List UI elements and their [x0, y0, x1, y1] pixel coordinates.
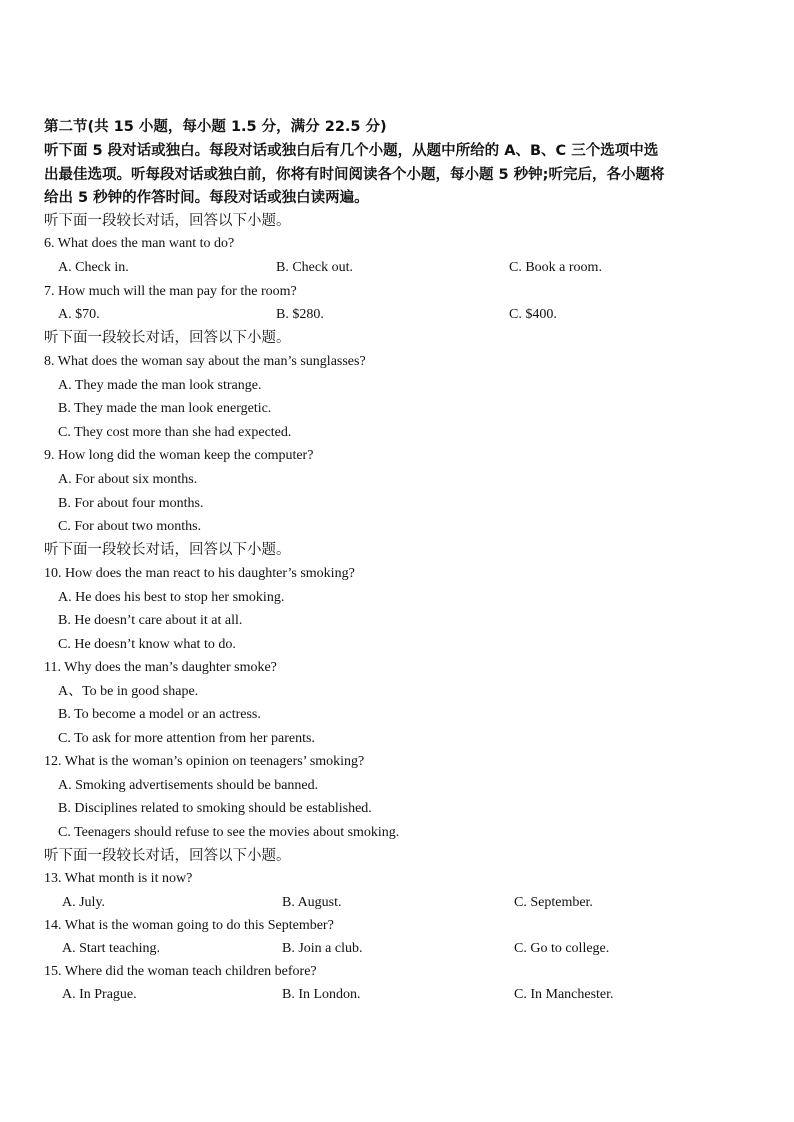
question-14: 14. What is the woman going to do this September?: [44, 918, 334, 933]
question-9-option-b: B. For about four months.: [58, 496, 204, 511]
question-7-option-b: B. $280.: [276, 307, 324, 322]
question-15-option-c: C. In Manchester.: [514, 987, 614, 1002]
question-9: 9. How long did the woman keep the computer?: [44, 448, 314, 463]
question-8-option-c: C. They cost more than she had expected.: [58, 425, 292, 440]
question-10-option-b: B. He doesn’t care about it at all.: [58, 613, 243, 628]
question-13-option-a: A. July.: [62, 895, 106, 910]
question-6-option-a: A. Check in.: [58, 260, 129, 275]
question-11: 11. Why does the man’s daughter smoke?: [44, 660, 277, 675]
question-9-option-c: C. For about two months.: [58, 519, 202, 534]
instruction-line-1: 听下面 5 段对话或独白。每段对话或独白后有几个小题，从题中所给的 A、B、C 三个选项中选: [44, 143, 659, 159]
question-10-option-a: A. He does his best to stop her smoking.: [58, 590, 285, 605]
question-13-option-b: B. August.: [282, 895, 342, 910]
instruction-line-3: 给出 5 秒钟的作答时间。每段对话或独白读两遍。: [44, 190, 369, 206]
question-6: 6. What does the man want to do?: [44, 236, 235, 251]
question-13-option-c: C. September.: [514, 895, 593, 910]
question-10-option-c: C. He doesn’t know what to do.: [58, 637, 236, 652]
section-heading: 第二节(共 15 小题，每小题 1.5 分，满分 22.5 分): [44, 119, 387, 135]
question-11-option-a: A、To be in good shape.: [58, 684, 199, 699]
question-10: 10. How does the man react to his daughter’s smoking?: [44, 566, 355, 581]
question-13: 13. What month is it now?: [44, 871, 193, 886]
question-8: 8. What does the woman say about the man’s sunglasses?: [44, 354, 366, 369]
question-14-option-c: C. Go to college.: [514, 941, 610, 956]
question-8-option-a: A. They made the man look strange.: [58, 378, 262, 393]
question-15: 15. Where did the woman teach children before?: [44, 964, 317, 979]
question-11-option-c: C. To ask for more attention from her parents.: [58, 731, 315, 746]
question-8-option-b: B. They made the man look energetic.: [58, 401, 272, 416]
question-15-option-b: B. In London.: [282, 987, 361, 1002]
question-15-option-a: A. In Prague.: [62, 987, 137, 1002]
question-6-option-b: B. Check out.: [276, 260, 353, 275]
question-7-option-c: C. $400.: [509, 307, 557, 322]
group-intro: 听下面一段较长对话，回答以下小题。: [44, 848, 291, 864]
question-14-option-a: A. Start teaching.: [62, 941, 160, 956]
question-12-option-b: B. Disciplines related to smoking should be established.: [58, 801, 372, 816]
question-6-option-c: C. Book a room.: [509, 260, 602, 275]
question-11-option-b: B. To become a model or an actress.: [58, 707, 261, 722]
question-7-option-a: A. $70.: [58, 307, 100, 322]
instruction-line-2: 出最佳选项。听每段对话或独白前，你将有时间阅读各个小题，每小题 5 秒钟;听完后，各小题将: [44, 167, 665, 183]
question-12: 12. What is the woman’s opinion on teenagers’ smoking?: [44, 754, 365, 769]
question-9-option-a: A. For about six months.: [58, 472, 198, 487]
question-12-option-a: A. Smoking advertisements should be banned.: [58, 778, 319, 793]
group-intro: 听下面一段较长对话，回答以下小题。: [44, 330, 291, 346]
question-12-option-c: C. Teenagers should refuse to see the movies about smoking.: [58, 825, 400, 840]
group-intro: 听下面一段较长对话，回答以下小题。: [44, 542, 291, 558]
group-intro: 听下面一段较长对话，回答以下小题。: [44, 213, 291, 229]
question-7: 7. How much will the man pay for the room?: [44, 284, 297, 299]
question-14-option-b: B. Join a club.: [282, 941, 363, 956]
